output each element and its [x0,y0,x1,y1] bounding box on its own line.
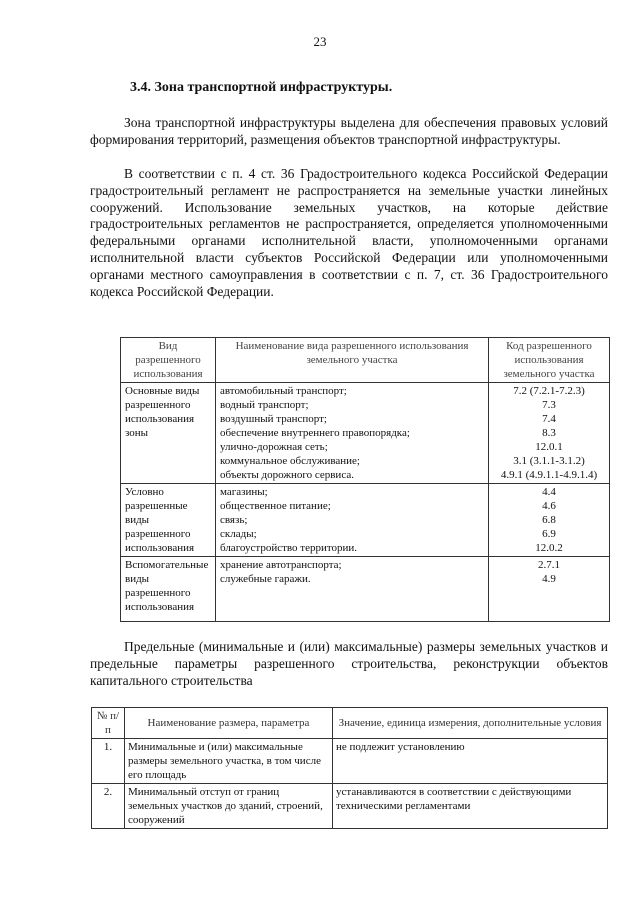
table-row [92,739,608,784]
row-number: 2. [92,784,125,829]
row-number: 1. [92,739,125,784]
list-item: склады; [220,528,257,540]
header-number: № п/п [92,708,125,739]
code-item: 4.9.1 (4.9.1.1-4.9.1.4) [500,469,598,481]
list-item: служебные гаражи. [220,573,311,585]
code-item: 7.2 (7.2.1-7.2.3) [513,385,585,397]
code-item: 6.9 [542,528,556,540]
code-item: 7.3 [542,399,556,411]
code-item: 12.0.1 [535,441,563,453]
code-item: 4.6 [542,500,556,512]
header-use-code: Код разрешенного использования земельного участка [489,338,610,383]
list-item: водный транспорт; [220,399,309,411]
group-codes [489,383,610,484]
group-type: Вспомогательные виды разрешенного использования [121,557,216,622]
code-item: 8.3 [542,427,556,439]
list-item: автомобильный транспорт; [220,385,347,397]
code-item: 4.9 [542,573,556,585]
table-row [121,484,610,557]
row-parameter: Минимальные и (или) максимальные размеры земельного участка, в том числе его площадь [125,739,333,784]
section-heading: 3.4. Зона транспортной инфраструктуры. [130,80,393,95]
table-header-row [92,708,608,739]
list-item: улично-дорожная сеть; [220,441,328,453]
code-item: 3.1 (3.1.1-3.1.2) [513,455,585,467]
intro-paragraph: Зона транспортной инфраструктуры выделена для обеспечения правовых условий формирования территорий, размещения объектов транспортной инфраструктуры. [90,115,608,147]
row-value: не подлежит установлению [333,739,608,784]
list-item: коммунальное обслуживание; [220,455,360,467]
list-item: объекты дорожного сервиса. [220,469,354,481]
limits-table [91,707,608,829]
code-item: 6.8 [542,514,556,526]
row-value: устанавливаются в соответствии с действующими техническими регламентами [333,784,608,829]
table-row [92,784,608,829]
table-header-row [121,338,610,383]
row-parameter: Минимальный отступ от границ земельных участков до зданий, строений, сооружений [125,784,333,829]
group-items [216,383,489,484]
header-use-name: Наименование вида разрешенного использования земельного участка [216,338,489,383]
code-item: 12.0.2 [535,542,563,554]
header-use-type: Вид разрешенного использования [121,338,216,383]
group-codes [489,557,610,622]
list-item: обеспечение внутреннего правопорядка; [220,427,410,439]
table-row [121,383,610,484]
header-value: Значение, единица измерения, дополнительные условия [333,708,608,739]
code-item: 2.7.1 [538,559,560,571]
group-type: Основные виды разрешенного использования зоны [121,383,216,484]
regulation-paragraph: В соответствии с п. 4 ст. 36 Градостроительного кодекса Российской Федерации градостроительный регламент не распространяется на земельные участки линейных сооружений. Использование земельных участков, на которые действие градостроительных регламентов не распространяется, определяется уполномоченными федеральными органами исполнительной власти, уполномоченными органами исполнительной власти субъектов Российской Федерации или уполномоченными органами местного самоуправления в соответствии с п. 7, ст. 36 Градостроительного кодекса Российской Федерации. [90,166,608,299]
list-item: связь; [220,514,248,526]
code-item: 4.4 [542,486,556,498]
table-row [121,557,610,622]
limits-paragraph: Предельные (минимальные и (или) максимальные) размеры земельных участков и предельные параметры разрешенного строительства, реконструкции объектов капитального строительства [90,639,608,688]
list-item: общественное питание; [220,500,331,512]
code-item: 7.4 [542,413,556,425]
permitted-use-table [120,337,610,622]
group-items [216,484,489,557]
list-item: магазины; [220,486,268,498]
header-parameter: Наименование размера, параметра [125,708,333,739]
group-items [216,557,489,622]
list-item: воздушный транспорт; [220,413,327,425]
group-type: Условно разрешенные виды разрешенного использования [121,484,216,557]
list-item: благоустройство территории. [220,542,358,554]
page-number: 23 [313,34,327,49]
group-codes [489,484,610,557]
list-item: хранение автотранспорта; [220,559,342,571]
